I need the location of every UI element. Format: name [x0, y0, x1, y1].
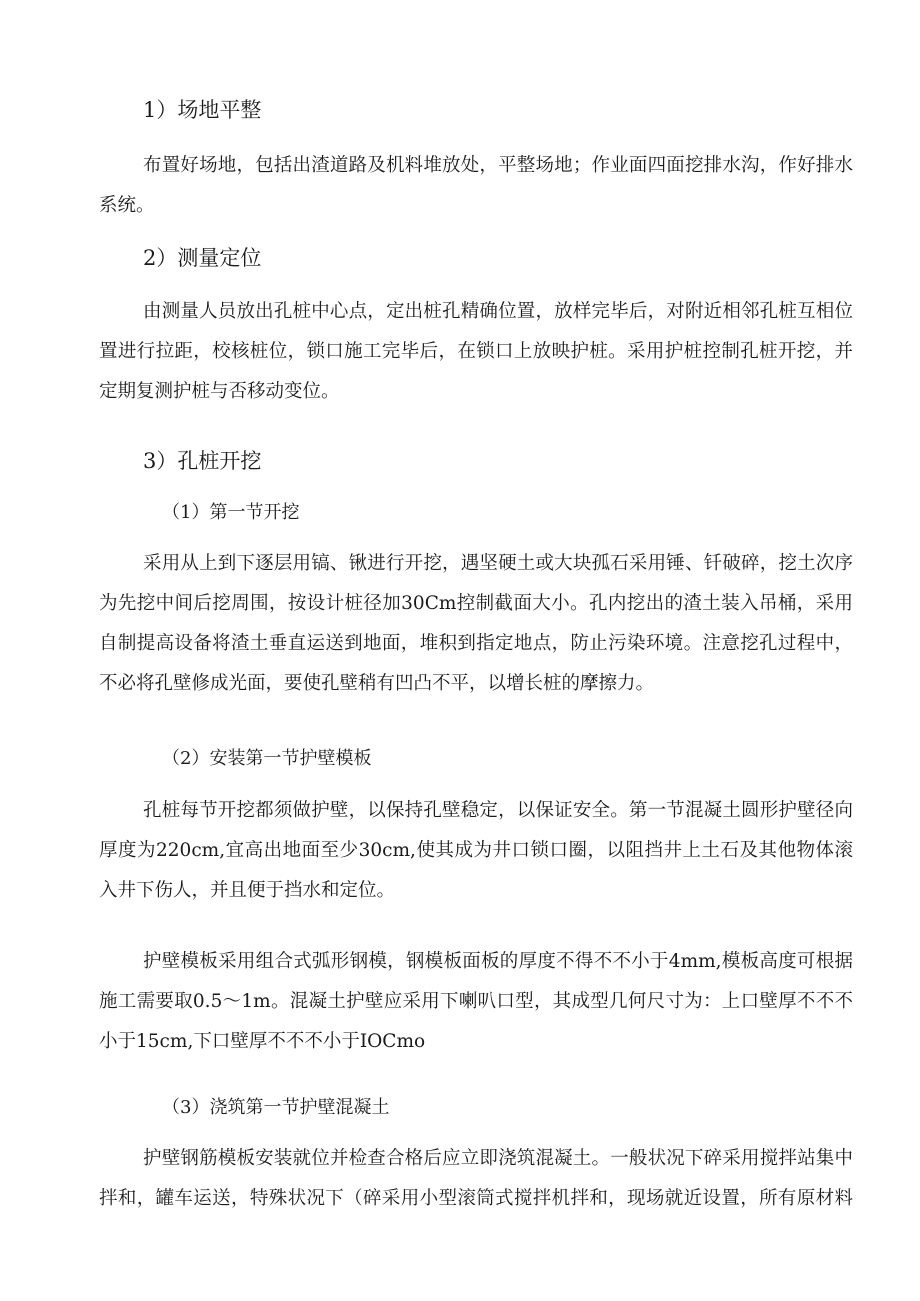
section-heading-pile-excavation: 3）孔桩开挖: [143, 449, 262, 473]
text-line: 护壁钢筋模板安装就位并检查合格后应立即浇筑混凝土。一般状况下碎采用搅拌站集中: [143, 1148, 853, 1169]
paragraph: [99, 146, 853, 226]
text-line: 定期复测护桩与否移动变位。: [99, 381, 340, 402]
paragraph: [99, 292, 853, 412]
text-line: 由测量人员放出孔桩中心点，定出桩孔精确位置，放样完毕后，对附近相邻孔桩互相位: [143, 301, 853, 322]
subsection-title-install-formwork: （2）安装第一节护壁模板: [162, 748, 372, 769]
text-line: 小于15cm,下口壁厚不不不小于IOCmo: [99, 1031, 426, 1052]
paragraph: [99, 942, 853, 1062]
text-line: 置进行拉距，校核桩位，锁口施工完毕后，在锁口上放映护桩。采用护桩控制孔桩开挖，并: [99, 341, 853, 362]
text-line: 系统。: [99, 195, 155, 216]
paragraph: [99, 1139, 853, 1219]
paragraph: [99, 791, 853, 911]
text-line: 采用从上到下逐层用镐、锹进行开挖，遇坚硬土或大块孤石采用锤、钎破碎，挖土次序: [143, 553, 853, 574]
text-line: 布置好场地，包括出渣道路及机料堆放处，平整场地；作业面四面挖排水沟，作好排水: [143, 155, 853, 176]
section-heading-site-leveling: 1）场地平整: [143, 98, 262, 122]
subsection-title-pour-concrete: （3）浇筑第一节护壁混凝土: [162, 1097, 390, 1118]
section-heading-survey-positioning: 2）测量定位: [143, 246, 262, 270]
text-line: 不必将孔壁修成光面，要使孔壁稍有凹凸不平，以增长桩的摩擦力。: [99, 673, 655, 694]
paragraph: [99, 544, 853, 704]
text-line: 施工需要取0.5～1m。混凝土护壁应采用下喇叭口型，其成型几何尺寸为：上口壁厚不不不: [99, 991, 853, 1012]
text-line: 自制提高设备将渣土垂直运送到地面，堆积到指定地点，防止污染环境。注意挖孔过程中，: [99, 633, 853, 654]
text-line: 为先挖中间后挖周围，按设计桩径加30Cm控制截面大小。孔内挖出的渣土装入吊桶，采用: [99, 593, 853, 614]
text-line: 护壁模板采用组合式弧形钢模，钢模板面板的厚度不得不不小于4mm,模板高度可根据: [143, 951, 853, 972]
text-line: 拌和，罐车运送，特殊状况下（碎采用小型滚筒式搅拌机拌和，现场就近设置，所有原材料: [99, 1188, 853, 1209]
text-line: 厚度为220cm,宜高出地面至少30cm,使其成为井口锁口圈，以阻挡井上土石及其他物体滚: [99, 840, 853, 861]
subsection-title-first-excavation: （1）第一节开挖: [162, 502, 300, 523]
text-line: 孔桩每节开挖都须做护壁，以保持孔壁稳定，以保证安全。第一节混凝土圆形护壁径向: [143, 800, 853, 821]
text-line: 入井下伤人，并且便于挡水和定位。: [99, 880, 396, 901]
